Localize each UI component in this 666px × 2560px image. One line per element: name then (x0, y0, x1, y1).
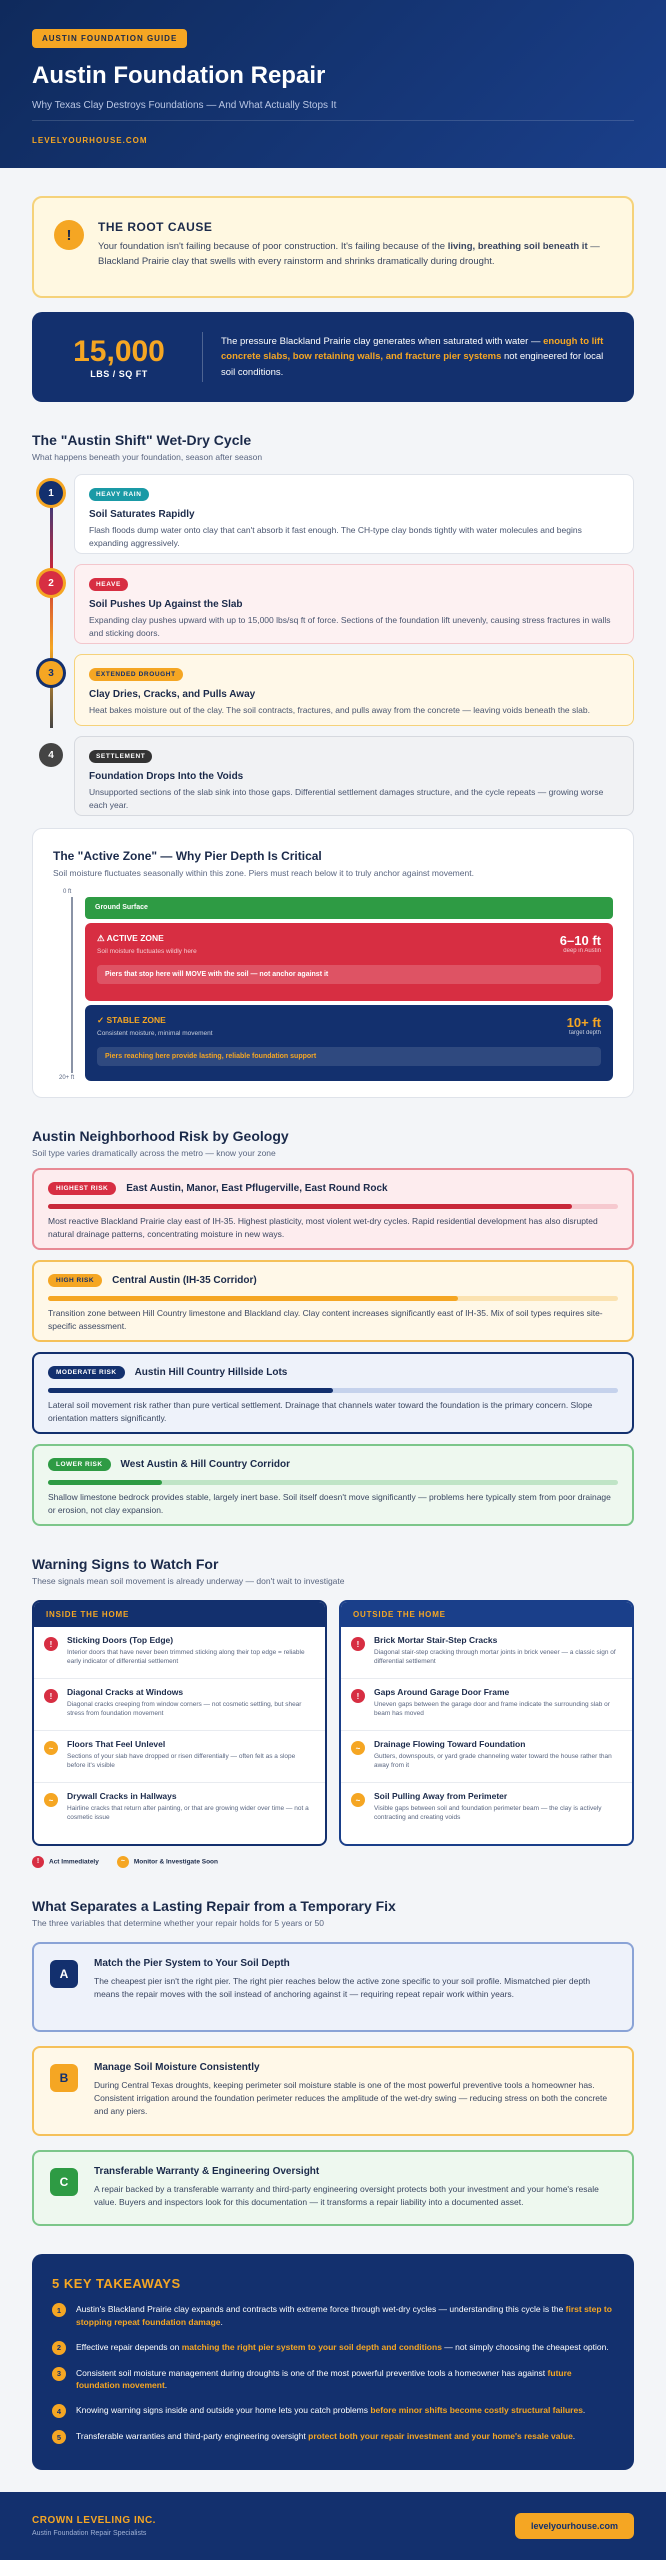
fix-item-text: The cheapest pier isn't the right pier. The right pier reaches below the active zone specific to your soil profile. Mismatched pier depth means the repair moves with the soil instead of anchoring against it — requiring repeat repair work within years. (94, 1976, 591, 2000)
fix-item-text: A repair backed by a transferable warranty and third-party engineering oversight protects both your investment and your home's resale value. Buyers and inspectors look for this documentation — it transforms a repair liability into a documented asset. (94, 2184, 599, 2208)
warning-item (34, 1783, 325, 1835)
zone-title: The "Active Zone" — Why Pier Depth Is Critical (53, 849, 322, 863)
warning-item (341, 1783, 632, 1835)
active-zone-range-label: deep in Austin (563, 948, 601, 954)
risk-list (32, 1168, 634, 1526)
root-cause-card (32, 196, 634, 298)
step-text: Unsupported sections of the slab sink into those gaps. Differential settlement damages structure, and the cycle repeats — growing worse each year. (89, 787, 604, 810)
inside-home-header: INSIDE THE HOME (34, 1602, 325, 1627)
warning-item-title: Drywall Cracks in Hallways (67, 1791, 177, 1801)
step-badge: SETTLEMENT (89, 750, 152, 763)
risk-text: Lateral soil movement risk rather than pure vertical settlement. Drainage that channels water toward the foundation is the primary concern. Slope orientation matters significantly. (48, 1400, 593, 1423)
risk-area-name: Austin Hill Country Hillside Lots (134, 1367, 288, 1378)
fix-item-c (32, 2150, 634, 2226)
monitor-icon: ~ (44, 1793, 58, 1807)
warning-item-title: Gaps Around Garage Door Frame (374, 1687, 510, 1697)
warning-item-text: Diagonal cracks creeping from window corners — not cosmetic settling, but shear stress from foundation movement (67, 1701, 302, 1718)
warning-item-text: Uneven gaps between the garage door and frame indicate the surrounding slab or beam has moved (374, 1701, 610, 1718)
step-number: 4 (39, 743, 63, 767)
fix-title: What Separates a Lasting Repair from a Temporary Fix (32, 1898, 396, 1914)
active-zone-note: Piers that stop here will MOVE with the soil — not anchor against it (97, 965, 601, 984)
risk-level-fill (48, 1296, 458, 1301)
warning-item-text: Visible gaps between soil and foundation perimeter beam — the clay is actively contracting and creating voids (374, 1805, 602, 1822)
fix-item-a (32, 1942, 634, 2032)
active-zone (85, 923, 613, 1001)
fix-item-b (32, 2046, 634, 2136)
monitor-legend-icon: ~ (117, 1856, 129, 1868)
cycle-step-2 (48, 564, 634, 644)
risk-bar (48, 1480, 618, 1485)
fix-item-text: During Central Texas droughts, keeping perimeter soil moisture stable is one of the most powerful preventive tools a homeowner has. Consistent irrigation around the foundation perimeter reduces the amplitude of the wet-dry swing — reducing stress on both the concrete and any piers. (94, 2080, 608, 2117)
website-button[interactable]: levelyourhouse.com (515, 2513, 634, 2539)
takeaways-title: 5 KEY TAKEAWAYS (52, 2276, 181, 2291)
active-zone-range: 6–10 ft (559, 933, 601, 948)
warning-item-text: Diagonal stair-step cracking through mortar joints in brick veneer — a classic sign of differential settlement (374, 1649, 616, 1666)
alert-icon: ! (351, 1637, 365, 1651)
fix-subtitle: The three variables that determine whether your repair holds for 5 years or 50 (32, 1918, 324, 1928)
warning-item (341, 1731, 632, 1783)
letter-c-icon: C (50, 2168, 78, 2196)
risk-subtitle: Soil type varies dramatically across the metro — know your zone (32, 1148, 276, 1158)
warning-item-text: Gutters, downspouts, or yard grade channeling water toward the house rather than away from it (374, 1753, 612, 1770)
step-title: Foundation Drops Into the Voids (89, 771, 244, 782)
active-zone-card (32, 828, 634, 1098)
warning-item-text: Sections of your slab have dropped or risen differentially — often felt as a slope before it's visible (67, 1753, 296, 1770)
warning-item (341, 1627, 632, 1679)
risk-bar (48, 1388, 618, 1393)
cycle-step-3 (48, 654, 634, 726)
risk-area-name: Central Austin (IH-35 Corridor) (112, 1275, 257, 1286)
stat-value: 15,000 (73, 335, 165, 368)
takeaway-text: Consistent soil moisture management during droughts is one of the most powerful preventive tools a homeowner has against future foundation movement. (76, 2367, 572, 2391)
takeaway-number: 5 (52, 2430, 66, 2444)
risk-item-high (32, 1260, 634, 1342)
stable-zone (85, 1005, 613, 1081)
page-footer (0, 2492, 666, 2560)
warning-legend (32, 1856, 634, 1868)
risk-title: Austin Neighborhood Risk by Geology (32, 1128, 289, 1144)
step-badge: EXTENDED DROUGHT (89, 668, 183, 681)
step-number: 2 (39, 571, 63, 595)
warning-item-title: Floors That Feel Unlevel (67, 1739, 166, 1749)
page-header (0, 0, 666, 168)
step-badge: HEAVE (89, 578, 128, 591)
cycle-step-1 (48, 474, 634, 554)
root-cause-text: Your foundation isn't failing because of poor construction. It's failing because of the living, breathing soil beneath it — Blackland Prairie clay that swells with every rainstorm and shrinks dramatically during drought. (98, 241, 600, 267)
takeaway-text: Transferable warranties and third-party engineering oversight protect both your repair investment and your home's resale value. (76, 2431, 576, 2441)
warning-item-title: Drainage Flowing Toward Foundation (374, 1739, 526, 1749)
ruler-top-label: 0 ft (63, 889, 72, 895)
takeaway-text: Austin's Blackland Prairie clay expands and contracts with extreme force through wet-dry cycles — understanding this cycle is the first step to stopping repeat foundation damage. (76, 2304, 612, 2327)
cycle-subtitle: What happens beneath your foundation, season after season (32, 452, 263, 462)
warning-subtitle: These signals mean soil movement is already underway — don't wait to investigate (32, 1576, 345, 1586)
risk-item-highest (32, 1168, 634, 1250)
risk-bar (48, 1204, 618, 1209)
active-zone-title: ⚠ ACTIVE ZONE (97, 933, 164, 943)
stable-zone-desc: Consistent moisture, minimal movement (97, 1030, 213, 1037)
step-text: Expanding clay pushes upward with up to 15,000 lbs/sq ft of force. Sections of the foundation lift unevenly, causing stress fractures in walls and sticking doors. (89, 615, 611, 638)
site-link[interactable]: LEVELYOURHOUSE.COM (32, 136, 148, 145)
warning-item-title: Sticking Doors (Top Edge) (67, 1635, 174, 1645)
act-immediately-icon: ! (32, 1856, 44, 1868)
step-badge: HEAVY RAIN (89, 488, 149, 501)
risk-text: Transition zone between Hill Country limestone and Blackland clay. Clay content increases significantly east of IH-35. Mix of soil types requires site-specific assessment. (48, 1308, 603, 1331)
risk-level-fill (48, 1480, 162, 1485)
stat-unit: LBS / SQ FT (90, 369, 148, 379)
page-title: Austin Foundation Repair (32, 62, 326, 89)
inside-home-column (32, 1600, 327, 1846)
outside-home-column (339, 1600, 634, 1846)
takeaway-item (52, 2303, 614, 2329)
fix-item-title: Transferable Warranty & Engineering Oversight (94, 2166, 320, 2177)
letter-a-icon: A (50, 1960, 78, 1988)
timeline-line (50, 488, 53, 728)
alert-icon: ! (44, 1637, 58, 1651)
active-zone-desc: Soil moisture fluctuates wildly here (97, 948, 197, 955)
cycle-timeline (32, 474, 634, 810)
alert-icon: ! (44, 1689, 58, 1703)
stable-zone-range-label: target depth (568, 1030, 601, 1036)
warning-title: Warning Signs to Watch For (32, 1556, 219, 1572)
legend-act-label: Act Immediately (49, 1858, 99, 1866)
step-number: 3 (39, 661, 63, 685)
fix-item-title: Manage Soil Moisture Consistently (94, 2062, 260, 2073)
legend-monitor-label: Monitor & Investigate Soon (133, 1858, 219, 1866)
takeaway-text: Effective repair depends on matching the right pier system to your soil depth and conditions — not simply choosing the cheapest option. (76, 2341, 609, 2352)
takeaway-item (52, 2404, 614, 2418)
step-title: Clay Dries, Cracks, and Pulls Away (89, 689, 256, 700)
risk-badge: HIGH RISK (48, 1274, 102, 1287)
risk-item-moderate (32, 1352, 634, 1434)
guide-tag: AUSTIN FOUNDATION GUIDE (32, 29, 187, 48)
cycle-title: The "Austin Shift" Wet-Dry Cycle (32, 432, 252, 448)
stable-zone-title: ✓ STABLE ZONE (97, 1015, 166, 1025)
depth-ruler (71, 897, 73, 1073)
risk-level-fill (48, 1388, 333, 1393)
risk-text: Shallow limestone bedrock provides stable, largely inert base. Soil itself doesn't move significantly — problems here typically stem from poor drainage or erosion, not clay expansion. (48, 1492, 611, 1515)
monitor-icon: ~ (351, 1741, 365, 1755)
fix-item-title: Match the Pier System to Your Soil Depth (94, 1958, 290, 1969)
risk-text: Most reactive Blackland Prairie clay east of IH-35. Highest plasticity, most violent wet-dry cycles. Rapid residential development has also disrupted natural drainage patterns, concentrating moisture in new ways. (48, 1216, 598, 1239)
takeaway-number: 2 (52, 2341, 66, 2355)
takeaway-item (52, 2341, 614, 2355)
takeaway-number: 4 (52, 2404, 66, 2418)
risk-badge: MODERATE RISK (48, 1366, 125, 1379)
takeaway-text: Knowing warning signs inside and outside your home lets you catch problems before minor shifts become costly structural failures. (76, 2405, 586, 2415)
footer-subtitle: Austin Foundation Repair Specialists (32, 2530, 147, 2537)
stable-zone-note: Piers reaching here provide lasting, reliable foundation support (97, 1047, 601, 1066)
root-cause-title: THE ROOT CAUSE (98, 220, 213, 234)
risk-badge: HIGHEST RISK (48, 1182, 116, 1195)
step-number: 1 (39, 481, 63, 505)
warning-item (341, 1679, 632, 1731)
header-divider (32, 120, 634, 121)
takeaway-number: 3 (52, 2367, 66, 2381)
monitor-icon: ~ (351, 1793, 365, 1807)
takeaway-number: 1 (52, 2303, 66, 2317)
risk-area-name: East Austin, Manor, East Pflugerville, East Round Rock (126, 1183, 388, 1194)
ruler-bottom-label: 20+ ft (59, 1075, 75, 1081)
outside-home-header: OUTSIDE THE HOME (341, 1602, 632, 1627)
monitor-icon: ~ (44, 1741, 58, 1755)
step-title: Soil Pushes Up Against the Slab (89, 599, 243, 610)
warning-item-title: Soil Pulling Away from Perimeter (374, 1791, 508, 1801)
step-title: Soil Saturates Rapidly (89, 509, 195, 520)
risk-level-fill (48, 1204, 572, 1209)
risk-area-name: West Austin & Hill Country Corridor (120, 1459, 290, 1470)
warning-item (34, 1627, 325, 1679)
takeaway-item (52, 2430, 614, 2444)
risk-badge: LOWER RISK (48, 1458, 111, 1471)
pressure-stat-card (32, 312, 634, 402)
warning-item-text: Interior doors that have never been trimmed sticking along their top edge = reliable early indicator of differential settlement (67, 1649, 305, 1666)
warning-item-title: Diagonal Cracks at Windows (67, 1687, 184, 1697)
stat-text: The pressure Blackland Prairie clay generates when saturated with water — enough to lift concrete slabs, bow retaining walls, and fracture pier systems not engineered for local soil conditions. (221, 336, 604, 378)
warning-item-title: Brick Mortar Stair-Step Cracks (374, 1635, 498, 1645)
key-takeaways (32, 2254, 634, 2470)
risk-item-lower (32, 1444, 634, 1526)
page-subtitle: Why Texas Clay Destroys Foundations — And What Actually Stops It (32, 100, 337, 111)
step-text: Heat bakes moisture out of the clay. The soil contracts, fractures, and pulls away from the concrete — leaving voids beneath the slab. (89, 705, 590, 715)
zone-subtitle: Soil moisture fluctuates seasonally within this zone. Piers must reach below it to truly anchor against movement. (53, 868, 474, 878)
takeaway-item (52, 2367, 614, 2393)
stable-zone-range: 10+ ft (566, 1015, 601, 1030)
letter-b-icon: B (50, 2064, 78, 2092)
alert-icon: ! (351, 1689, 365, 1703)
stat-divider (202, 332, 203, 382)
ground-surface: Ground Surface (85, 897, 613, 919)
footer-brand: CROWN LEVELING INC. (32, 2515, 156, 2526)
warning-item (34, 1731, 325, 1783)
risk-bar (48, 1296, 618, 1301)
exclamation-icon: ! (54, 220, 84, 250)
warning-item-text: Hairline cracks that return after painting, or that are growing wider over time — not a cosmetic issue (67, 1805, 309, 1822)
cycle-step-4 (48, 736, 634, 816)
step-text: Flash floods dump water onto clay that can't absorb it fast enough. The CH-type clay bonds tightly with water molecules and begins expanding aggressively. (89, 525, 582, 548)
warning-item (34, 1679, 325, 1731)
